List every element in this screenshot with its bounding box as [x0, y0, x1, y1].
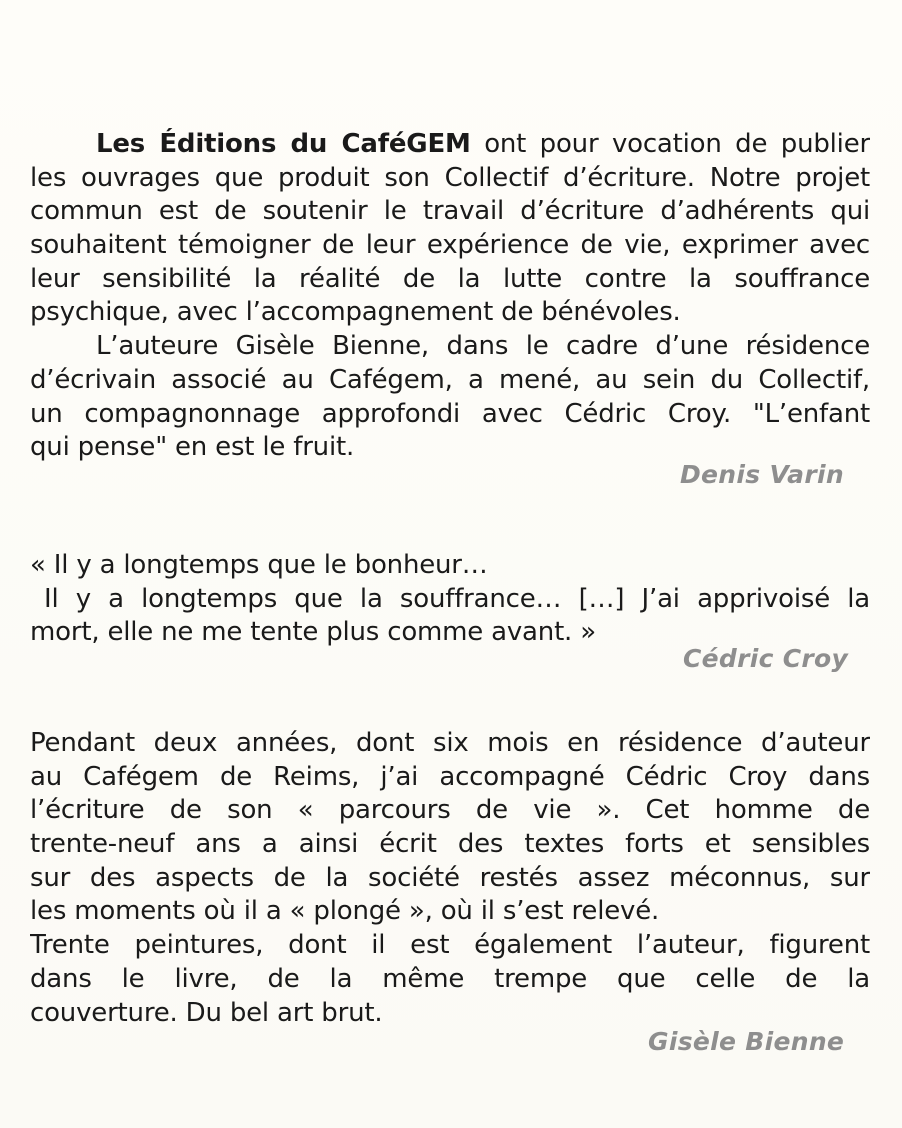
intro-paragraph [30, 128, 870, 465]
closing-line-9: couverture. Du bel art brut. [30, 997, 383, 1028]
intro-line-6: psychique, avec l’accompagnement de bénévoles. [30, 297, 681, 328]
closing-line-3: l’écriture de son « parcours de vie ». Cet homme de [30, 795, 870, 826]
quote-line-3: mort, elle ne me tente plus comme avant. » [30, 617, 596, 648]
intro-line-1: Les Éditions du CaféGEM ont pour vocation de publier [96, 129, 870, 159]
intro-line-7: L’auteure Gisèle Bienne, dans le cadre d’une résidence [96, 331, 870, 362]
intro-line-10: qui pense" en est le fruit. [30, 432, 355, 463]
signature-gisele-bienne: Gisèle Bienne [648, 1027, 845, 1056]
closing-line-5: sur des aspects de la société restés assez méconnus, sur [30, 862, 870, 893]
intro-line-4: souhaitent témoigner de leur expérience de vie, exprimer avec [30, 230, 870, 261]
closing-line-1: Pendant deux années, dont six mois en résidence d’auteur [30, 728, 870, 758]
closing-line-6: les moments où il a « plongé », où il s’est relevé. [30, 896, 660, 927]
intro-line-5: leur sensibilité la réalité de la lutte contre la souffrance [30, 263, 870, 294]
intro-line-9: un compagnonnage approfondi avec Cédric Croy. "L’enfant [30, 398, 870, 429]
closing-line-2: au Cafégem de Reims, j’ai accompagné Cédric Croy dans [30, 761, 870, 792]
quote-line-1: « Il y a longtemps que le bonheur… [30, 550, 488, 580]
signature-denis-varin: Denis Varin [680, 460, 844, 489]
intro-line-3: commun est de soutenir le travail d’écriture d’adhérents qui [30, 196, 870, 227]
signature-cedric-croy: Cédric Croy [683, 644, 849, 673]
closing-line-7: Trente peintures, dont il est également l’auteur, figurent [30, 930, 870, 961]
publisher-name: Les Éditions du CaféGEM [96, 129, 471, 159]
closing-line-4: trente-neuf ans a ainsi écrit des textes forts et sensibles [30, 829, 870, 860]
closing-paragraph [30, 727, 870, 1030]
closing-line-8: dans le livre, de la même trempe que celle de la [30, 963, 870, 994]
intro-line-2: les ouvrages que produit son Collectif d’écriture. Notre projet [30, 162, 870, 193]
intro-line-8: d’écrivain associé au Cafégem, a mené, au sein du Collectif, [30, 364, 870, 395]
quote-line-2: Il y a longtemps que la souffrance… […] J’ai apprivoisé la [44, 583, 870, 614]
quote-paragraph [30, 549, 870, 650]
